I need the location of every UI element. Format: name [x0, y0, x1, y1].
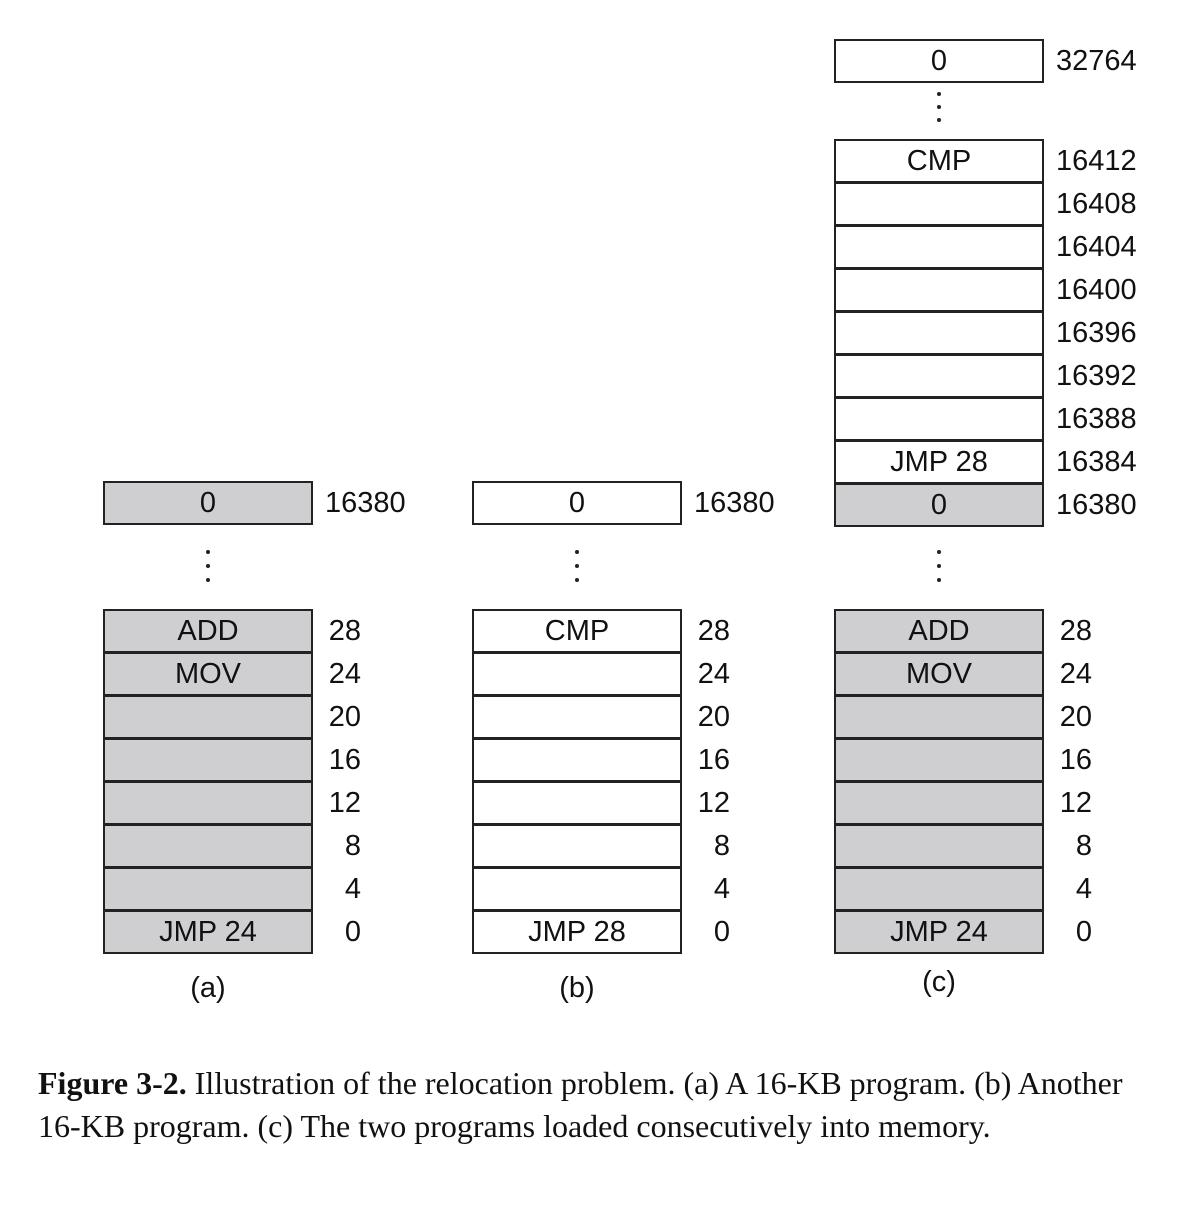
memory-cell-c-20 [834, 695, 1044, 739]
memory-cell-c-16380-text: 0 [930, 488, 948, 521]
ellipsis-dot [937, 564, 941, 568]
caption-label: Figure 3-2. [38, 1065, 187, 1101]
address-label-b-12: 12 [697, 787, 730, 819]
memory-cell-c-16404 [834, 225, 1044, 269]
address-label-c-16396: 16396 [1056, 317, 1137, 349]
address-label-c-16392: 16392 [1056, 360, 1137, 392]
memory-cell-a-0-text: JMP 24 [159, 915, 257, 948]
caption-text: Illustration of the relocation problem. (a) A 16-KB program. (b) Another 16-KB program. (c) The two programs loaded consecutively into memory. [38, 1065, 1123, 1144]
panel-label-a: (a) [190, 972, 226, 1004]
address-label-c-0: 0 [1075, 916, 1092, 948]
memory-cell-c-0-text: JMP 24 [890, 915, 988, 948]
memory-cell-a-20 [103, 695, 313, 739]
memory-cell-c-16 [834, 738, 1044, 782]
address-label-c-12: 12 [1059, 787, 1092, 819]
memory-cell-c-16400 [834, 268, 1044, 312]
memory-cell-b-16 [472, 738, 682, 782]
memory-cell-b-20 [472, 695, 682, 739]
memory-cell-b-0 [472, 910, 682, 954]
address-label-b-0: 0 [713, 916, 730, 948]
memory-cell-c-4 [834, 867, 1044, 911]
ellipsis-dot [206, 564, 210, 568]
memory-cell-c-16392 [834, 354, 1044, 398]
memory-cell-c-16384 [834, 440, 1044, 484]
memory-cell-c-16408 [834, 182, 1044, 226]
memory-cell-b-16380 [472, 481, 682, 525]
memory-cell-a-8 [103, 824, 313, 868]
memory-cell-c-16384-text: JMP 28 [890, 445, 988, 478]
address-label-c-16412: 16412 [1056, 145, 1137, 177]
memory-cell-c-28 [834, 609, 1044, 653]
address-label-a-16: 16 [328, 744, 361, 776]
ellipsis-dot [937, 550, 941, 554]
ellipsis-dot [575, 578, 579, 582]
memory-cell-a-4 [103, 867, 313, 911]
address-label-a-20: 20 [328, 701, 361, 733]
ellipsis-dot [937, 105, 941, 109]
memory-cell-b-28 [472, 609, 682, 653]
memory-cell-c-16412 [834, 139, 1044, 183]
memory-cell-c-16396 [834, 311, 1044, 355]
address-label-a-16380: 16380 [325, 487, 406, 519]
memory-cell-b-0-text: JMP 28 [528, 915, 626, 948]
address-label-b-16: 16 [697, 744, 730, 776]
address-label-c-24: 24 [1059, 658, 1092, 690]
memory-cell-c-16412-text: CMP [906, 144, 972, 177]
ellipsis-c-upper [934, 92, 944, 122]
address-label-c-16: 16 [1059, 744, 1092, 776]
ellipsis-c-lower [934, 550, 944, 582]
address-label-c-16404: 16404 [1056, 231, 1137, 263]
address-label-b-4: 4 [713, 873, 730, 905]
memory-cell-a-16380 [103, 481, 313, 525]
memory-cell-c-32764 [834, 39, 1044, 83]
address-label-c-16400: 16400 [1056, 274, 1137, 306]
address-label-a-28: 28 [328, 615, 361, 647]
address-label-c-32764: 32764 [1056, 45, 1137, 77]
address-label-b-24: 24 [697, 658, 730, 690]
address-label-b-20: 20 [697, 701, 730, 733]
ellipsis-b [572, 550, 582, 582]
ellipsis-dot [575, 564, 579, 568]
memory-cell-b-8 [472, 824, 682, 868]
address-label-b-16380: 16380 [694, 487, 775, 519]
memory-cell-a-28-text: ADD [177, 614, 239, 647]
address-label-b-8: 8 [713, 830, 730, 862]
panel-label-b: (b) [559, 972, 595, 1004]
address-label-c-16388: 16388 [1056, 403, 1137, 435]
memory-cell-b-28-text: CMP [544, 614, 610, 647]
address-label-a-4: 4 [344, 873, 361, 905]
address-label-c-16384: 16384 [1056, 446, 1137, 478]
address-label-c-8: 8 [1075, 830, 1092, 862]
memory-cell-c-12 [834, 781, 1044, 825]
address-label-c-28: 28 [1059, 615, 1092, 647]
memory-cell-b-16380-text: 0 [568, 486, 586, 519]
address-label-a-12: 12 [328, 787, 361, 819]
ellipsis-dot [937, 578, 941, 582]
address-label-a-0: 0 [344, 916, 361, 948]
panel-label-c: (c) [922, 966, 956, 998]
memory-cell-c-24-text: MOV [905, 657, 973, 690]
memory-cell-c-0 [834, 910, 1044, 954]
ellipsis-dot [937, 118, 941, 122]
memory-cell-a-12 [103, 781, 313, 825]
address-label-c-4: 4 [1075, 873, 1092, 905]
memory-cell-c-28-text: ADD [908, 614, 970, 647]
ellipsis-dot [206, 578, 210, 582]
address-label-a-8: 8 [344, 830, 361, 862]
figure-caption [38, 1062, 1158, 1148]
memory-cell-b-12 [472, 781, 682, 825]
memory-cell-b-4 [472, 867, 682, 911]
ellipsis-a [203, 550, 213, 582]
memory-cell-a-28 [103, 609, 313, 653]
address-label-a-24: 24 [328, 658, 361, 690]
address-label-c-20: 20 [1059, 701, 1092, 733]
address-label-c-16408: 16408 [1056, 188, 1137, 220]
memory-cell-c-8 [834, 824, 1044, 868]
memory-cell-c-32764-text: 0 [930, 44, 948, 77]
memory-cell-a-24-text: MOV [174, 657, 242, 690]
address-label-c-16380: 16380 [1056, 489, 1137, 521]
memory-cell-c-16380 [834, 483, 1044, 527]
memory-cell-c-24 [834, 652, 1044, 696]
memory-cell-c-16388 [834, 397, 1044, 441]
memory-cell-a-0 [103, 910, 313, 954]
address-label-b-28: 28 [697, 615, 730, 647]
memory-cell-b-24 [472, 652, 682, 696]
memory-cell-a-16380-text: 0 [199, 486, 217, 519]
ellipsis-dot [575, 550, 579, 554]
memory-cell-a-24 [103, 652, 313, 696]
ellipsis-dot [937, 92, 941, 96]
ellipsis-dot [206, 550, 210, 554]
memory-cell-a-16 [103, 738, 313, 782]
